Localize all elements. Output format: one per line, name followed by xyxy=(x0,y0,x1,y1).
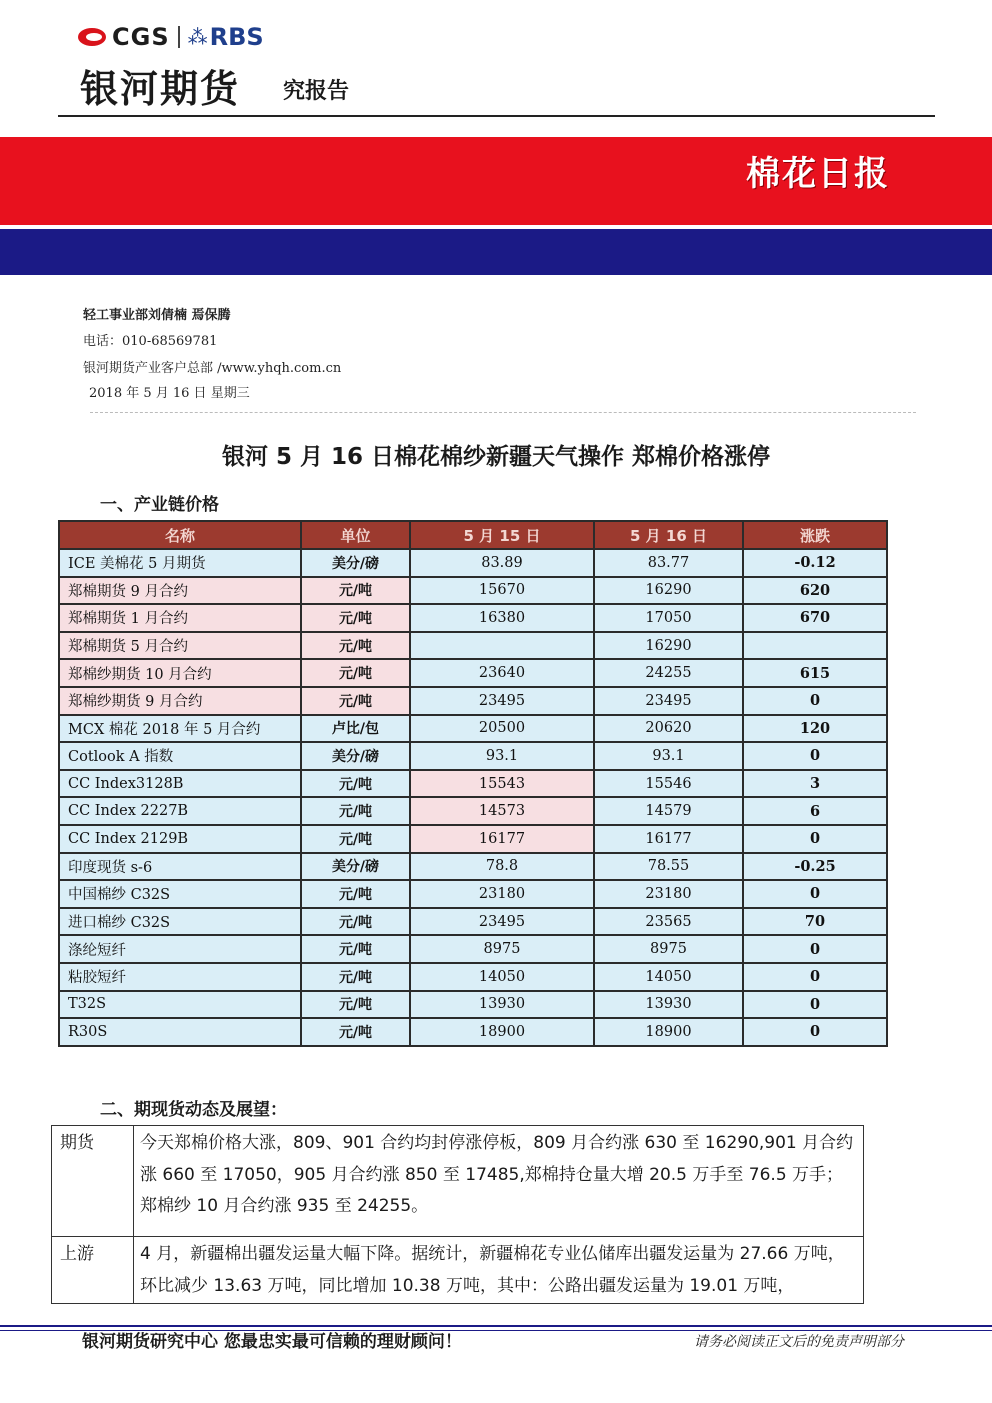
cell-may16: 23495 xyxy=(594,687,743,715)
cell-change: 0 xyxy=(743,963,887,991)
cell-name: CC Index 2129B xyxy=(59,825,301,853)
table-row xyxy=(59,797,887,825)
cell-name: 印度现货 s-6 xyxy=(59,853,301,881)
cell-change: 0 xyxy=(743,880,887,908)
cell-unit: 元/吨 xyxy=(301,825,410,853)
cell-may16: 13930 xyxy=(594,991,743,1019)
cell-may15: 20500 xyxy=(410,715,594,743)
footer-disclaimer-note: 请务必阅读正文后的免责声明部分 xyxy=(694,1334,904,1350)
section-heading-outlook: 二、期现货动态及展望： xyxy=(100,1100,287,1120)
cell-unit: 卢比/包 xyxy=(301,715,410,743)
cell-may16: 23180 xyxy=(594,880,743,908)
cell-name: 郑棉纱期货 9 月合约 xyxy=(59,687,301,715)
cell-may16: 83.77 xyxy=(594,549,743,577)
rbs-logo-icon: ⁂ xyxy=(187,25,208,49)
cell-may15: 15543 xyxy=(410,770,594,798)
cell-change: 615 xyxy=(743,659,887,687)
cell-may16: 14579 xyxy=(594,797,743,825)
cell-name: Cotlook A 指数 xyxy=(59,742,301,770)
table-row xyxy=(59,935,887,963)
cell-may16: 8975 xyxy=(594,935,743,963)
col-header-may16: 5 月 16 日 xyxy=(594,521,743,549)
cell-name: ICE 美棉花 5 月期货 xyxy=(59,549,301,577)
table-row xyxy=(59,991,887,1019)
outlook-label: 上游 xyxy=(52,1237,134,1304)
table-row xyxy=(59,1018,887,1046)
cell-change: 6 xyxy=(743,797,887,825)
cell-name: 郑棉纱期货 10 月合约 xyxy=(59,659,301,687)
cell-may15: 8975 xyxy=(410,935,594,963)
outlook-text: 4 月，新疆棉出疆发运量大幅下降。据统计，新疆棉花专业仏储库出疆发运量为 27.66 万吨，环比减少 13.63 万吨，同比增加 10.38 万吨，其中：公路出疆发运量为 19.01 万吨， xyxy=(140,1244,845,1296)
header-divider xyxy=(58,115,935,117)
table-row xyxy=(59,825,887,853)
table-row xyxy=(59,632,887,660)
cell-change: 0 xyxy=(743,991,887,1019)
col-header-name: 名称 xyxy=(59,521,301,549)
logo xyxy=(78,22,264,52)
cell-may15: 23180 xyxy=(410,880,594,908)
cell-may15: 14050 xyxy=(410,963,594,991)
cell-may16: 93.1 xyxy=(594,742,743,770)
cell-name: 郑棉期货 5 月合约 xyxy=(59,632,301,660)
dept-website-line[interactable]: 银河期货产业客户总部 /www.yhqh.com.cn xyxy=(83,361,342,376)
cell-may15: 15670 xyxy=(410,577,594,605)
table-row xyxy=(59,659,887,687)
cell-change xyxy=(743,632,887,660)
cell-may16: 78.55 xyxy=(594,853,743,881)
cell-unit: 元/吨 xyxy=(301,687,410,715)
cell-may15: 23495 xyxy=(410,687,594,715)
report-type: 究报告 xyxy=(283,79,350,104)
cell-may15 xyxy=(410,632,594,660)
outlook-text: 今天郑棉价格大涨，809、901 合约均封停涨停板，809 月合约涨 630 至 16290,901 月合约涨 660 至 17050，905 月合约涨 850 至 17485,郑棉持仓量大增 20.5 万手至 76.5 万手；郑棉纱 10 月合约涨 935 至 24255。 xyxy=(134,1126,864,1237)
banner-title: 棉花日报 xyxy=(746,154,890,194)
cell-unit: 元/吨 xyxy=(301,935,410,963)
cell-may16: 24255 xyxy=(594,659,743,687)
cell-unit: 元/吨 xyxy=(301,770,410,798)
footer-slogan: 银河期货研究中心 您最忠实最可信赖的理财顾问！ xyxy=(82,1332,462,1352)
cell-unit: 元/吨 xyxy=(301,991,410,1019)
cell-unit: 元/吨 xyxy=(301,797,410,825)
cell-change: 0 xyxy=(743,825,887,853)
blue-banner xyxy=(0,229,992,275)
table-row xyxy=(59,687,887,715)
logo-divider xyxy=(178,26,180,48)
cell-name: CC Index3128B xyxy=(59,770,301,798)
cell-unit: 元/吨 xyxy=(301,577,410,605)
cell-unit: 元/吨 xyxy=(301,659,410,687)
col-header-may15: 5 月 15 日 xyxy=(410,521,594,549)
cell-unit: 元/吨 xyxy=(301,880,410,908)
cell-may15: 83.89 xyxy=(410,549,594,577)
cell-may16: 16290 xyxy=(594,577,743,605)
outlook-table xyxy=(51,1125,864,1304)
cell-may15: 18900 xyxy=(410,1018,594,1046)
cell-may16: 14050 xyxy=(594,963,743,991)
cell-name: 涤纶短纤 xyxy=(59,935,301,963)
cell-may15: 16380 xyxy=(410,604,594,632)
cell-may16: 16177 xyxy=(594,825,743,853)
table-row xyxy=(59,880,887,908)
cell-name: T32S xyxy=(59,991,301,1019)
cell-change: 70 xyxy=(743,908,887,936)
cell-may16: 18900 xyxy=(594,1018,743,1046)
cell-may15: 14573 xyxy=(410,797,594,825)
cell-unit: 元/吨 xyxy=(301,632,410,660)
cell-may15: 78.8 xyxy=(410,853,594,881)
cell-unit: 元/吨 xyxy=(301,908,410,936)
table-row xyxy=(59,549,887,577)
cell-change: 120 xyxy=(743,715,887,743)
cell-name: MCX 棉花 2018 年 5 月合约 xyxy=(59,715,301,743)
cell-change: 0 xyxy=(743,1018,887,1046)
cell-unit: 美分/磅 xyxy=(301,549,410,577)
cell-may15: 16177 xyxy=(410,825,594,853)
cell-may16: 15546 xyxy=(594,770,743,798)
table-row xyxy=(59,742,887,770)
report-title: 银河 5 月 16 日棉花棉纱新疆天气操作 郑棉价格涨停 xyxy=(221,444,771,470)
cell-name: 进口棉纱 C32S xyxy=(59,908,301,936)
cell-may16: 17050 xyxy=(594,604,743,632)
cell-change: 620 xyxy=(743,577,887,605)
table-header-row xyxy=(59,521,887,549)
authors-line: 轻工事业部刘倩楠 焉保腾 xyxy=(83,308,231,323)
col-header-unit: 单位 xyxy=(301,521,410,549)
col-header-change: 涨跌 xyxy=(743,521,887,549)
company-name: 银河期货 xyxy=(80,67,241,111)
cell-change: -0.25 xyxy=(743,853,887,881)
cell-unit: 元/吨 xyxy=(301,604,410,632)
outlook-row-upstream xyxy=(52,1237,864,1304)
cell-unit: 美分/磅 xyxy=(301,853,410,881)
cell-may15: 93.1 xyxy=(410,742,594,770)
cell-name: 郑棉期货 9 月合约 xyxy=(59,577,301,605)
cell-may16: 16290 xyxy=(594,632,743,660)
phone-line: 电话：010-68569781 xyxy=(83,334,218,349)
cell-may16: 23565 xyxy=(594,908,743,936)
cell-unit: 元/吨 xyxy=(301,1018,410,1046)
cell-may15: 23640 xyxy=(410,659,594,687)
cell-change: 0 xyxy=(743,935,887,963)
table-row xyxy=(59,577,887,605)
cell-may15: 13930 xyxy=(410,991,594,1019)
logo-cgs-text: CGS xyxy=(112,23,170,51)
table-row xyxy=(59,604,887,632)
logo-rbs-text: RBS xyxy=(209,23,264,51)
cell-name: 粘胶短纤 xyxy=(59,963,301,991)
cell-name: R30S xyxy=(59,1018,301,1046)
table-row xyxy=(59,853,887,881)
table-row xyxy=(59,963,887,991)
cell-name: CC Index 2227B xyxy=(59,797,301,825)
price-table xyxy=(58,520,888,1047)
report-date: 2018 年 5 月 16 日 星期三 xyxy=(89,386,250,401)
cell-name: 郑棉期货 1 月合约 xyxy=(59,604,301,632)
cell-name: 中国棉纱 C32S xyxy=(59,880,301,908)
cell-change: 0 xyxy=(743,687,887,715)
cell-change: -0.12 xyxy=(743,549,887,577)
section-heading-prices: 一、产业链价格 xyxy=(100,495,219,515)
cell-unit: 元/吨 xyxy=(301,963,410,991)
cell-may15: 23495 xyxy=(410,908,594,936)
table-row xyxy=(59,770,887,798)
cell-unit: 美分/磅 xyxy=(301,742,410,770)
table-row xyxy=(59,715,887,743)
outlook-text-cell xyxy=(134,1237,864,1304)
cell-change: 670 xyxy=(743,604,887,632)
table-row xyxy=(59,908,887,936)
cell-may16: 20620 xyxy=(594,715,743,743)
cell-change: 3 xyxy=(743,770,887,798)
outlook-label: 期货 xyxy=(52,1126,134,1237)
info-divider xyxy=(90,412,916,413)
cell-change: 0 xyxy=(743,742,887,770)
cgs-logo-icon xyxy=(78,26,108,48)
outlook-row-futures xyxy=(52,1126,864,1237)
